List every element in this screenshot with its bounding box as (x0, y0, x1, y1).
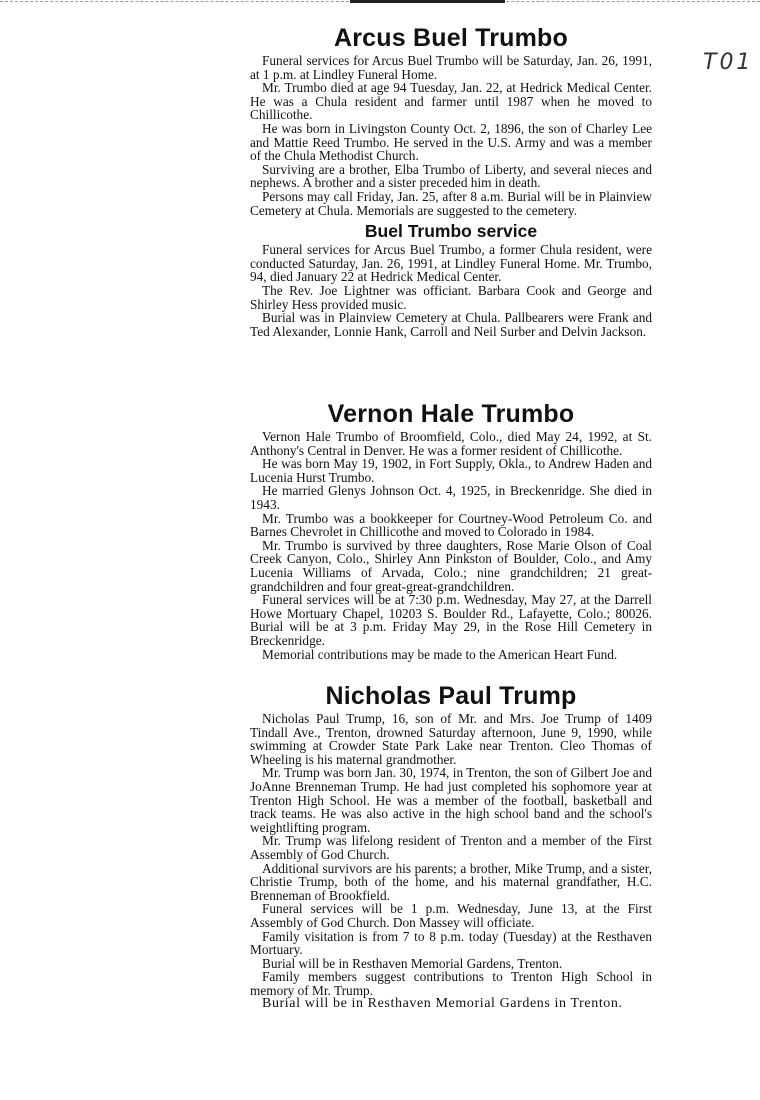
obituary-nicholas-paul-trump (250, 682, 652, 1011)
paragraph: He was born in Livingston County Oct. 2, 1896, the son of Charley Lee and Mattie Reed Trumbo. He served in the U.S. Army and was a member of the Chula Methodist Church. (250, 120, 652, 164)
paragraph: Persons may call Friday, Jan. 25, after 8 a.m. Burial will be in Plainview Cemetery at Chula. Memorials are suggested to the cemetery. (250, 188, 652, 218)
subheading: Buel Trumbo service (364, 221, 538, 242)
paragraph: Additional survivors are his parents; a brother, Mike Trump, and a sister, Christie Trump, both of the home, and his maternal grandfather, H.C. Brenneman of Brookfield. (250, 860, 652, 903)
paragraph: Mr. Trumbo is survived by three daughters, Rose Marie Olson of Coal Creek Canyon, Colo., Shirley Ann Pinkston of Boulder, Colo., and Amy Lucenia Williams of Arvada, Colo.; nine grandchildren; 21 great-grandchildren and four great-great-grandchildren. (250, 537, 652, 594)
top-rule-bar (350, 0, 505, 3)
paragraph: Burial was in Plainview Cemetery at Chula. Pallbearers were Frank and Ted Alexander, Lonnie Hank, Carroll and Neil Surber and Delvin Jackson. (250, 310, 652, 339)
paragraph: Nicholas Paul Trump, 16, son of Mr. and Mrs. Joe Trump of 1409 Tindall Ave., Trenton, drowned Saturday afternoon, June 9, 1990, while swimming at Crowder State Park Lake near Trenton. Cleo Thomas of Wheeling is his maternal grandmother. (250, 711, 652, 767)
obituary-title: Vernon Hale Trumbo (327, 400, 575, 428)
obituary-title: Nicholas Paul Trump (325, 682, 577, 710)
paragraph: Memorial contributions may be made to the American Heart Fund. (262, 646, 618, 662)
obituary-title: Arcus Buel Trumbo (334, 24, 568, 52)
paragraph: Funeral services for Arcus Buel Trumbo, a former Chula resident, were conducted Saturday, Jan. 26, 1991, at Lindley Funeral Home. Mr. Trumbo, 94, died January 22 at Hedrick Medical Center. (250, 242, 652, 285)
paragraph: Mr. Trump was born Jan. 30, 1974, in Trenton, the son of Gilbert Joe and JoAnne Brenneman Trump. He had just completed his sophomore year at Trenton High School. He was a member of the football, basketball and track teams. He was also active in the high school band and the school's weightlifting program. (250, 765, 652, 835)
paragraph: Burial will be in Resthaven Memorial Gardens in Trenton. (262, 996, 623, 1012)
paragraph: Funeral services will be 1 p.m. Wednesday, June 13, at the First Assembly of God Church. Don Massey will officiate. (250, 901, 652, 930)
paragraph: Funeral services for Arcus Buel Trumbo will be Saturday, Jan. 26, 1991, at 1 p.m. at Lindley Funeral Home. (250, 53, 652, 82)
paragraph: Surviving are a brother, Elba Trumbo of Liberty, and several nieces and nephews. A brother and a sister preceded him in death. (250, 161, 652, 191)
paragraph: He married Glenys Johnson Oct. 4, 1925, in Breckenridge. She died in 1943. (250, 483, 652, 512)
obituary-vernon-hale-trumbo (250, 400, 652, 661)
paragraph: Mr. Trumbo was a bookkeeper for Courtney-Wood Petroleum Co. and Barnes Chevrolet in Chillicothe and moved to Colorado in 1984. (250, 510, 652, 540)
paragraph: He was born May 19, 1902, in Fort Supply, Okla., to Andrew Haden and Lucenia Hurst Trumbo. (250, 456, 652, 485)
paragraph: The Rev. Joe Lightner was officiant. Barbara Cook and George and Shirley Hess provided music. (250, 282, 652, 312)
obituary-arcus-buel-trumbo (250, 24, 652, 338)
paragraph: Funeral services will be at 7:30 p.m. Wednesday, May 27, at the Darrell Howe Mortuary Chapel, 10203 S. Boulder Rd., Lafayette, Colo.; 80026. Burial will be at 3 p.m. Friday May 29, in the Rose Hill Cemetery in Breckenridge. (250, 592, 652, 648)
paragraph: Vernon Hale Trumbo of Broomfield, Colo., died May 24, 1992, at St. Anthony's Central in Denver. He was a former resident of Chillicothe. (250, 429, 652, 458)
handwritten-annotation: T01 (703, 50, 754, 75)
paragraph: Mr. Trumbo died at age 94 Tuesday, Jan. 22, at Hedrick Medical Center. He was a Chula resident and farmer until 1987 when he moved to Chillicothe. (250, 80, 652, 123)
paragraph: Burial will be in Resthaven Memorial Gardens, Trenton. (262, 955, 563, 971)
paragraph: Family members suggest contributions to Trenton High School in memory of Mr. Trump. (250, 969, 652, 998)
paragraph: Mr. Trump was lifelong resident of Trenton and a member of the First Assembly of God Church. (250, 833, 652, 862)
paragraph: Family visitation is from 7 to 8 p.m. today (Tuesday) at the Resthaven Mortuary. (250, 928, 652, 958)
